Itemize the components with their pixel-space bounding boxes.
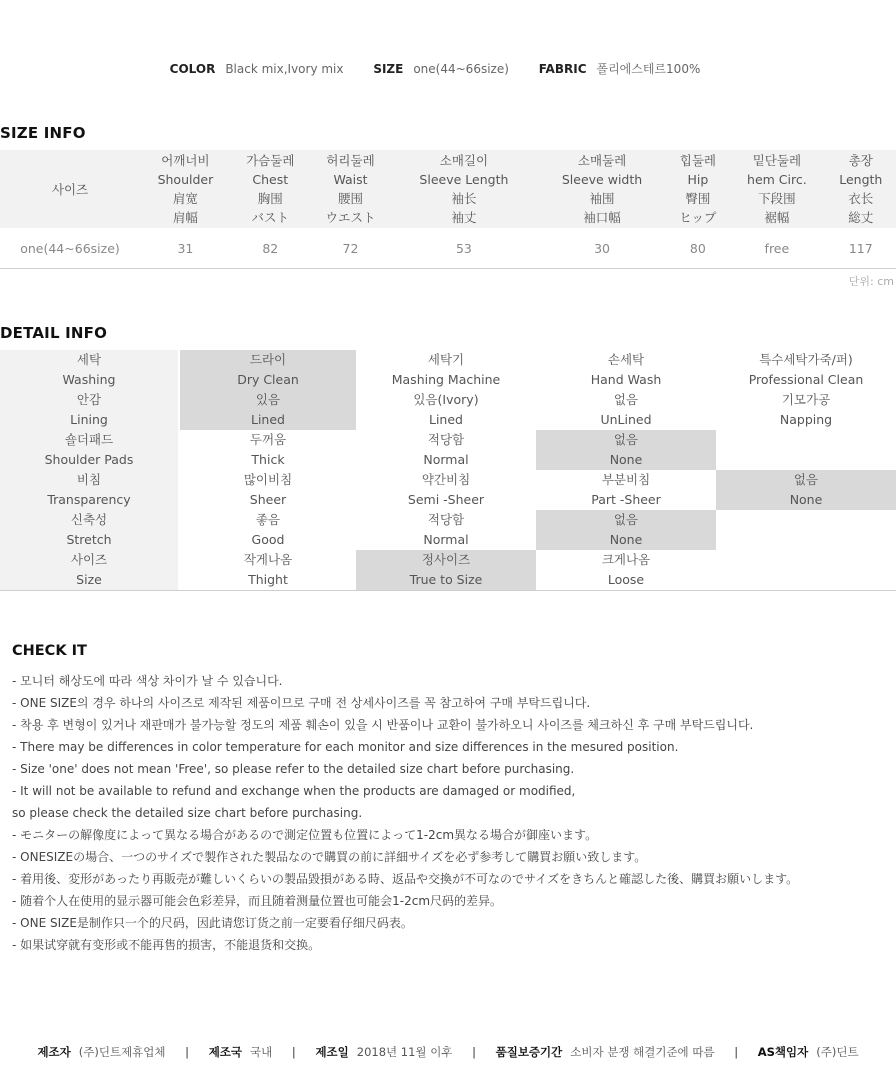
detail-option: 작게나옴 Thight (243, 552, 293, 587)
manufacturer-footer (0, 1044, 896, 1060)
footer-separator: | (472, 1045, 476, 1059)
unit-note: 단위: cm (848, 275, 894, 288)
country-label: 제조국 (208, 1045, 243, 1059)
size-column-header: 허리둘레 Waist 腰围 ウエスト (310, 150, 392, 228)
detail-option: 없음 None (536, 430, 716, 470)
size-column-header: 총장 Length 衣长 総丈 (826, 150, 896, 228)
detail-option: 적당함 Normal (423, 432, 469, 467)
detail-option: 없음 UnLined (600, 392, 652, 427)
warranty-label: 품질보증기간 (495, 1045, 563, 1059)
detail-option: 손세탁 Hand Wash (590, 352, 662, 387)
footer-separator: | (734, 1045, 739, 1059)
size-value-hem: free (728, 228, 825, 269)
size-table-row (0, 228, 896, 269)
size-table (0, 150, 896, 269)
note-item: - ONE SIZE是制作只一个的尺码，因此请您订货之前一定要看仔细尺码表。 (12, 916, 413, 930)
detail-option: 크게나옴 Loose (601, 552, 651, 587)
note-item: - 随着个人在使用的显示器可能会色彩差异，而且随着测量位置也可能会1-2cm尺码的差异。 (12, 894, 503, 908)
detail-option: 있음(Ivory) Lined (413, 392, 479, 427)
note-item: so please check the detailed size chart before purchasing. (12, 806, 363, 820)
warranty-value: 소비자 분쟁 해결기준에 따름 (570, 1045, 715, 1059)
detail-option: 정사이즈 True to Size (356, 550, 536, 590)
size-value-chest: 82 (231, 228, 310, 269)
size-value-length: 117 (826, 228, 896, 269)
detail-label: 사이즈 Size (0, 550, 178, 590)
note-item: - There may be differences in color temperature for each monitor and size differences in the mesured position. (12, 740, 679, 754)
note-item: - ONESIZEの場合、一つのサイズで製作された製品なので購買の前に詳細サイズを必ず参考して購買お願い致します。 (12, 850, 647, 864)
detail-option: 특수세탁가죽/퍼) Professional Clean (748, 352, 864, 387)
product-specs (0, 60, 896, 77)
detail-option: 두꺼움 Thick (249, 432, 287, 467)
detail-option: 약간비침 Semi -Sheer (407, 472, 485, 507)
detail-label: 세탁 Washing (0, 350, 178, 390)
size-column-header: 소매길이 Sleeve Length 袖长 袖丈 (391, 150, 536, 228)
maker-value: (주)딘트제휴업체 (78, 1045, 166, 1059)
fabric-label: FABRIC (538, 62, 587, 76)
size-name: one(44~66size) (0, 228, 140, 269)
size-info-title: SIZE INFO (0, 124, 86, 142)
size-value-waist: 72 (310, 228, 392, 269)
detail-option: 없음 None (716, 470, 896, 510)
as-label: AS책임자 (757, 1045, 809, 1059)
size-column-header: 힙둘레 Hip 臀围 ヒップ (668, 150, 729, 228)
note-item: - 如果试穿就有变形或不能再售的损害，不能退货和交换。 (12, 938, 321, 952)
maker-label: 제조자 (37, 1045, 71, 1059)
check-it-notes (12, 670, 892, 956)
detail-label: 안감 Lining (0, 390, 178, 430)
detail-info-title: DETAIL INFO (0, 324, 108, 342)
footer-separator: | (291, 1045, 296, 1059)
detail-row-size (0, 550, 896, 590)
size-label: SIZE (373, 62, 404, 76)
color-value: Black mix,Ivory mix (225, 62, 344, 76)
size-column-header: 가슴둘레 Chest 胸围 バスト (231, 150, 310, 228)
note-item: - ONE SIZE의 경우 하나의 사이즈로 제작된 제품이므로 구매 전 상세사이즈를 꼭 참고하여 구매 부탁드립니다. (12, 696, 591, 710)
fabric-value: 폴리에스테르100% (596, 62, 701, 76)
check-it-title: CHECK IT (12, 643, 87, 659)
detail-label: 신축성 Stretch (0, 510, 178, 550)
size-value-sleeve-width: 30 (537, 228, 668, 269)
detail-option: 기모가공 Napping (779, 392, 833, 427)
size-value-shoulder: 31 (140, 228, 231, 269)
detail-label: 숄더패드 Shoulder Pads (0, 430, 178, 470)
detail-row-lining (0, 390, 896, 430)
detail-option: 세탁기 Mashing Machine (391, 352, 501, 387)
date-label: 제조일 (315, 1045, 349, 1059)
note-item: - モニターの解像度によって異なる場合があるので測定位置も位置によって1-2cm異なる場合が御座います。 (12, 828, 598, 842)
size-column-header: 어깨너비 Shoulder 肩宽 肩幅 (140, 150, 231, 228)
note-item: - It will not be available to refund and exchange when the products are damaged or modified, (12, 784, 576, 798)
detail-row-stretch (0, 510, 896, 550)
size-table-header (0, 150, 896, 228)
note-item: - 着用後、変形があったり再販売が難しいくらいの製品毀損がある時、返品や交換が不可なのでサイズをきちんと確認した後、購買お願いします。 (12, 872, 799, 886)
note-item: - 착용 후 변형이 있거나 재판매가 불가능할 정도의 제품 훼손이 있을 시 반품이나 교환이 불가하오니 사이즈를 체크하신 후 구매 부탁드립니다. (12, 718, 754, 732)
detail-option (716, 430, 896, 470)
detail-row-washing (0, 350, 896, 390)
detail-option: 부분비침 Part -Sheer (591, 472, 661, 507)
detail-option: 있음 Lined (180, 390, 356, 430)
detail-option: 좋음 Good (251, 512, 285, 547)
size-column-header: 소매둘레 Sleeve width 袖围 袖口幅 (537, 150, 668, 228)
size-row-label: 사이즈 (0, 150, 140, 228)
size-column-header: 밑단둘레 hem Circ. 下段围 裾幅 (728, 150, 825, 228)
detail-table (0, 350, 896, 591)
note-item: - Size 'one' does not mean 'Free', so please refer to the detailed size chart before purchasing. (12, 762, 575, 776)
detail-option (716, 510, 896, 550)
detail-option: 없음 None (536, 510, 716, 550)
footer-separator: | (185, 1045, 190, 1059)
date-value: 2018년 11월 이후 (356, 1045, 453, 1059)
detail-option: 드라이 Dry Clean (180, 350, 356, 390)
size-value: one(44~66size) (413, 62, 509, 76)
size-value-hip: 80 (668, 228, 729, 269)
country-value: 국내 (250, 1045, 273, 1059)
size-value-sleeve-length: 53 (391, 228, 536, 269)
color-label: COLOR (169, 62, 216, 76)
as-value: (주)딘트 (816, 1045, 859, 1059)
note-item: - 모니터 해상도에 따라 색상 차이가 날 수 있습니다. (12, 674, 283, 688)
detail-option: 많이비침 Sheer (243, 472, 293, 507)
detail-label: 비침 Transparency (0, 470, 178, 510)
detail-option: 적당함 Normal (423, 512, 469, 547)
detail-row-transparency (0, 470, 896, 510)
detail-row-shoulder-pads (0, 430, 896, 470)
detail-option (716, 550, 896, 590)
